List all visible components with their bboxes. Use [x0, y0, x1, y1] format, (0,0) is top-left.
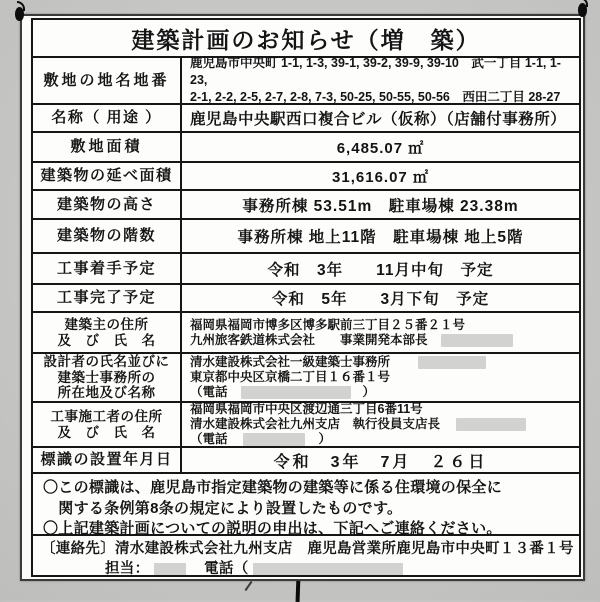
redacted-name	[441, 334, 513, 347]
redacted-phone	[253, 563, 403, 576]
row-label: 工事施工者の住所 及 び 氏 名	[33, 403, 182, 446]
row-label: 建築物の高さ	[33, 191, 182, 218]
notice-board	[20, 14, 585, 581]
notice-title: 建築計画のお知らせ（増 築）	[131, 26, 481, 53]
note-line: 関する条例第8条の規定により設置したものです。	[43, 499, 403, 517]
row-label: 建築主の住所 及 び 氏 名	[33, 313, 182, 352]
redacted-contact-person	[154, 563, 186, 576]
notice-title-row	[33, 20, 579, 58]
table-row-total-floor-area	[33, 163, 579, 191]
row-value	[182, 220, 579, 252]
row-value	[182, 133, 579, 161]
mounting-hook-icon	[578, 3, 587, 17]
row-label: 名称（ 用途 ）	[33, 105, 182, 131]
table-row-building-height	[33, 191, 579, 220]
row-label: 標識の設置年月日	[33, 448, 182, 472]
row-value	[182, 403, 579, 446]
value-line: 清水建設株式会社一級建築士事務所	[190, 355, 486, 370]
row-label: 設計者の氏名並びに 建築士事務所の 所在地及び名称	[33, 354, 182, 401]
value-line: 鹿児島市中央町 1-1, 1-3, 39-1, 39-2, 39-9, 39-10 武一丁目 1-1, 1-23,	[190, 56, 561, 87]
notice-table	[31, 18, 581, 577]
notes-block	[33, 474, 579, 536]
value-line: 事務所棟 53.51m 駐車場棟 23.38m	[242, 197, 519, 215]
redacted-name	[456, 418, 526, 431]
value-line: 東京都中央区京橋二丁目１６番１号	[190, 370, 391, 384]
value-line: 清水建設株式会社九州支店 執行役員支店長	[190, 417, 526, 432]
scratch-mark	[245, 581, 253, 591]
value-line: 6,485.07 ㎡	[336, 139, 425, 157]
mounting-hook-icon	[15, 7, 24, 21]
table-row-name-use	[33, 105, 579, 133]
row-value	[182, 285, 579, 311]
row-value	[182, 448, 579, 472]
table-row-building-floors	[33, 220, 579, 254]
value-line: 31,616.07 ㎡	[332, 168, 429, 186]
value-line: （電話 ）	[190, 432, 331, 446]
row-value	[182, 254, 579, 283]
value-line: 鹿児島中央駅西口複合ビル（仮称）（店舗付事務所）	[190, 111, 567, 128]
contact-line: 担当： 電話（	[41, 559, 575, 577]
value-line: 福岡県福岡市中央区渡辺通三丁目6番11号	[190, 402, 423, 416]
table-row-construction-start	[33, 254, 579, 285]
redacted-phone	[243, 433, 305, 446]
table-row-sign-date	[33, 448, 579, 474]
value-line: 令和 3年 7月 ２６日	[273, 453, 488, 471]
note-line: 〇この標識は、鹿児島市指定建築物の建築等に係る住環境の保全に	[43, 479, 503, 496]
row-value	[182, 58, 579, 103]
table-row-designer	[33, 354, 579, 403]
row-value	[182, 163, 579, 189]
redacted-name	[418, 356, 486, 369]
redacted-phone	[241, 386, 351, 399]
contact-line: 〔連絡先〕清水建設株式会社九州支店 鹿児島営業所鹿児島市中央町１３番１号	[41, 541, 574, 557]
row-value	[182, 105, 579, 131]
value-line: 九州旅客鉄道株式会社 事業開発本部長	[190, 333, 513, 348]
value-line: 令和 5年 3月下旬 予定	[271, 291, 490, 308]
row-value	[182, 313, 579, 352]
value-line: 福岡県福岡市博多区博多駅前三丁目２５番２１号	[190, 317, 466, 332]
note-line: 〇上記建築計画についての説明の申出は、下記へご連絡ください。	[43, 520, 502, 537]
table-row-site-address	[33, 58, 579, 105]
row-value	[182, 354, 579, 401]
value-line: 2-1, 2-2, 2-5, 2-7, 2-8, 7-3, 50-25, 50-55, 50-56 西田二丁目 28-27	[190, 90, 561, 104]
table-row-owner	[33, 313, 579, 354]
row-label: 工事着手予定	[33, 254, 182, 283]
value-line: 令和 3年 11月中旬 予定	[267, 261, 494, 279]
table-row-contractor	[33, 403, 579, 448]
contact-block	[33, 536, 579, 577]
value-line: （電話 ）	[190, 385, 375, 399]
value-line: 事務所棟 地上11階 駐車場棟 地上5階	[237, 229, 524, 246]
row-value	[182, 191, 579, 218]
row-label: 工事完了予定	[33, 285, 182, 311]
row-label: 建築物の延べ面積	[33, 163, 182, 189]
row-label: 建築物の階数	[33, 220, 182, 252]
table-row-construction-end	[33, 285, 579, 313]
row-label: 敷地の地名地番	[33, 58, 182, 103]
row-label: 敷地面積	[33, 133, 182, 161]
table-row-site-area	[33, 133, 579, 163]
